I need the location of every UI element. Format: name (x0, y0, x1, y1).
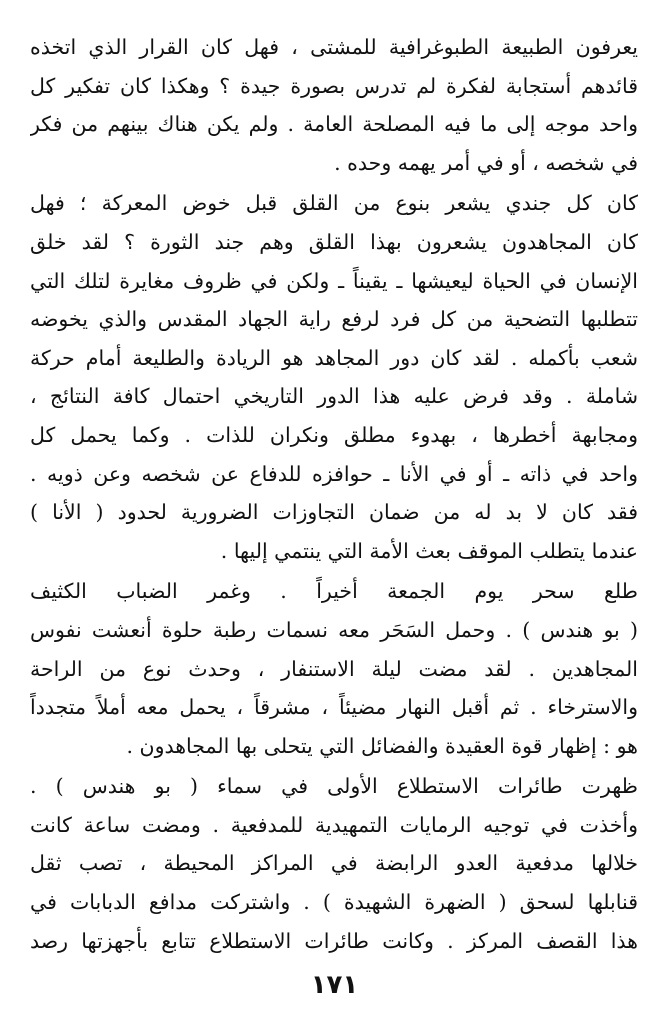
body-text (30, 28, 638, 960)
text-line: هو : إظهار قوة العقيدة والفضائل التي يتحلى بها المجاهدون . (126, 733, 638, 758)
text-line: قائدهم أستجابة لفكرة لم تدرس بصورة جيدة ؟ وهكذا كان تفكير كل (30, 73, 638, 98)
text-line: فقد كان لا بد له من ضمان التجاوزات الضرورية لحدود ( الأنا ) (30, 500, 638, 525)
text-line: كان المجاهدون يشعرون بهذا القلق وهم جند الثورة ؟ لقد خلق (30, 229, 638, 254)
text-line: المجاهدين . لقد مضت ليلة الاستنفار ، وحدث نوع من الراحة (30, 656, 638, 681)
text-line: هذا القصف المركز . وكانت طائرات الاستطلاع تتابع بأجهزتها رصد (30, 928, 638, 953)
paragraph (30, 572, 638, 765)
text-line: ومجابهة أخطرها ، بهدوء مطلق ونكران للذات . وكما يحمل كل (30, 422, 638, 447)
text-line: والاسترخاء . ثم أقبل النهار مضيئاً ، مشرقاً ، يحمل معه أملاً متجدداً (30, 695, 638, 720)
text-line: طلع سحر يوم الجمعة أخيراً . وغمر الضباب الكثيف (30, 579, 638, 604)
text-line: واحد موجه إلى ما فيه المصلحة العامة . ولم يكن هناك بينهم من فكر (30, 112, 638, 137)
text-line: خلالها مدفعية العدو الرابضة في المراكز المحيطة ، تصب ثقل (30, 851, 638, 876)
text-line: تتطلبها التضحية من كل فرد لرفع راية الجهاد المقدس والذي يخوضه (30, 307, 638, 332)
text-line: ظهرت طائرات الاستطلاع الأولى في سماء ( بو هندس ) . (30, 774, 638, 799)
text-line: وأخذت في توجيه الرمايات التمهيدية للمدفعية . ومضت ساعة كانت (30, 812, 638, 837)
text-line: شاملة . وقد فرض عليه هذا الدور التاريخي احتمال كافة النتائج ، (30, 384, 638, 409)
paragraph (30, 767, 638, 960)
text-line: الإنسان في الحياة ليعيشها ـ يقيناً ـ ولكن في ظروف مغايرة لتلك التي (30, 268, 638, 293)
text-line: ( بو هندس ) . وحمل السَحَر معه نسمات رطبة حلوة أنعشت نفوس (30, 617, 638, 642)
paragraph (30, 28, 638, 182)
text-line: في شخصه ، أو في أمر يهمه وحده . (334, 150, 638, 175)
text-line: كان كل جندي يشعر بنوع من القلق قبل خوض المعركة ؛ فهل (30, 191, 638, 216)
page-number: ١٧١ (310, 970, 359, 1000)
text-line: شعب بأكمله . لقد كان دور المجاهد هو الريادة والطليعة أمام حركة (30, 345, 638, 370)
text-line: عندما يتطلب الموقف بعث الأمة التي ينتمي إليها . (220, 538, 638, 563)
text-line: يعرفون الطبيعة الطبوغرافية للمشتى ، فهل كان القرار الذي اتخذه (30, 35, 638, 59)
text-line: واحد في ذاته ـ أو في الأنا ـ حوافزه للدفاع عن شخصه وعن ذويه . (30, 461, 638, 486)
paragraph (30, 184, 638, 570)
text-line: قنابلها لسحق ( الضهرة الشهيدة ) . واشتركت مدافع الدبابات في (30, 890, 638, 915)
